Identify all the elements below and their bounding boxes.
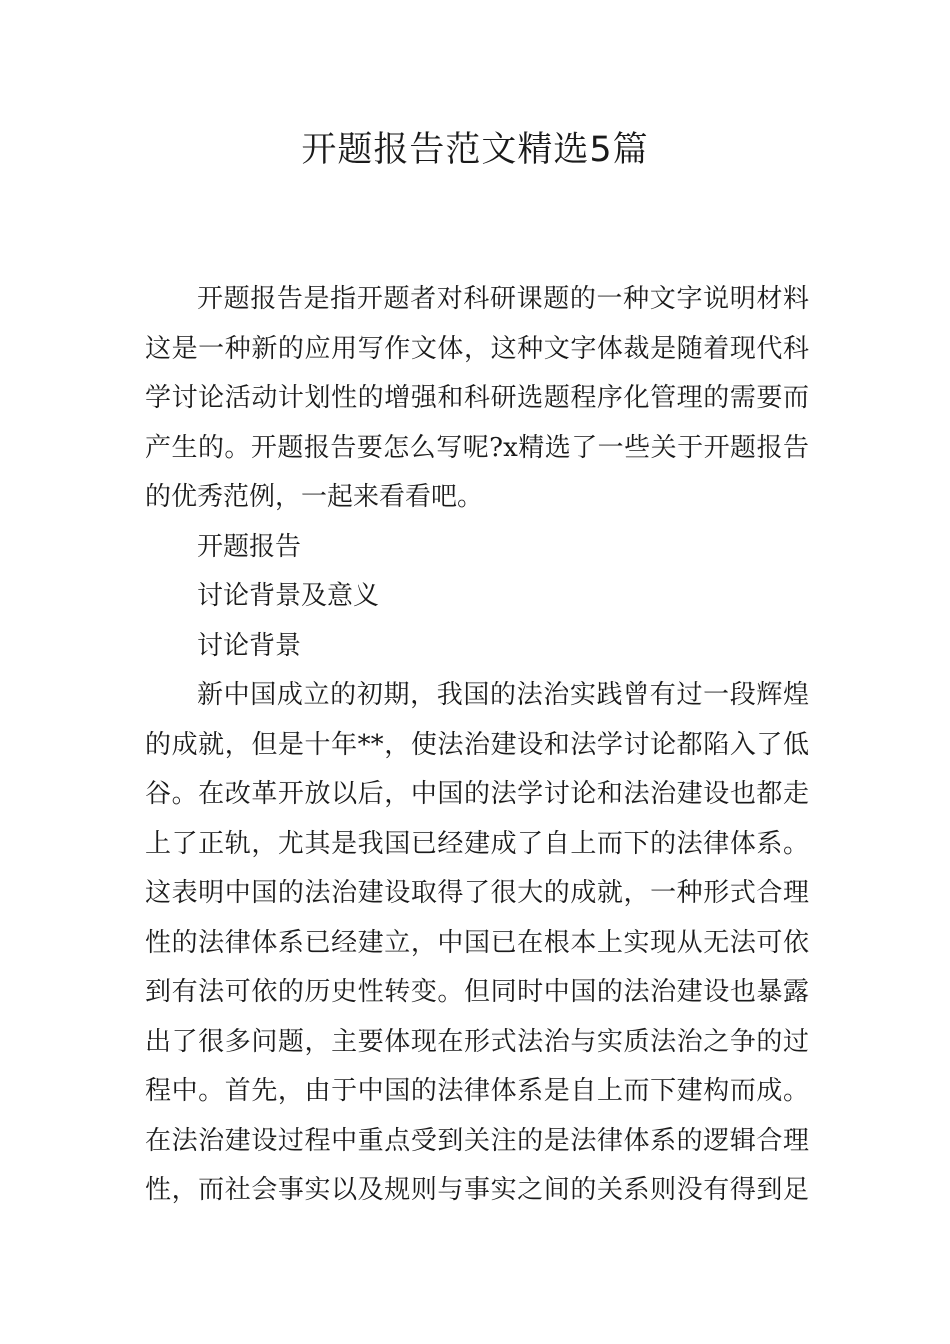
text-line: 程中。首先，由于中国的法律体系是自上而下建构而成。: [145, 1076, 809, 1106]
text-line: 的成就，但是十年**，使法治建设和法学讨论都陷入了低: [145, 729, 809, 760]
heading-report: [145, 523, 809, 573]
text-line: 这表明中国的法治建设取得了很大的成就，一种形式合理: [145, 878, 809, 908]
heading-background: [145, 622, 809, 672]
document-body: [145, 275, 809, 1216]
text-line: 到有法可依的历史性转变。但同时中国的法治建设也暴露: [145, 977, 809, 1007]
text-line: 这是一种新的应用写作文体，这种文字体裁是随着现代科: [145, 333, 809, 364]
text-line: 性，而社会事实以及规则与事实之间的关系则没有得到足: [145, 1175, 809, 1205]
text-line: 学讨论活动计划性的增强和科研选题程序化管理的需要而: [145, 383, 809, 413]
document-title: 开题报告范文精选5篇: [301, 130, 649, 170]
text-line: 的优秀范例，一起来看看吧。: [145, 482, 484, 512]
text-line: 谷。在改革开放以后，中国的法学讨论和法治建设也都走: [145, 779, 809, 809]
text-line: 上了正轨，尤其是我国已经建成了自上而下的法律体系。: [145, 828, 809, 859]
text-line: 讨论背景: [197, 630, 302, 661]
text-line: 在法治建设过程中重点受到关注的是法律体系的逻辑合理: [145, 1125, 809, 1156]
text-line: 产生的。开题报告要怎么写呢?x精选了一些关于开题报告: [145, 432, 809, 463]
text-line: 开题报告: [197, 531, 302, 562]
text-line: 性的法律体系已经建立，中国已在根本上实现从无法可依: [145, 927, 809, 958]
text-line: 讨论背景及意义: [197, 581, 380, 611]
text-line: 新中国成立的初期，我国的法治实践曾有过一段辉煌: [197, 680, 809, 710]
heading-background-significance: [145, 572, 809, 622]
paragraph-background: [145, 671, 809, 1216]
text-line: 出了很多问题，主要体现在形式法治与实质法治之争的过: [145, 1026, 809, 1057]
paragraph-intro: [145, 275, 809, 523]
text-line: 开题报告是指开题者对科研课题的一种文字说明材料: [197, 284, 809, 314]
